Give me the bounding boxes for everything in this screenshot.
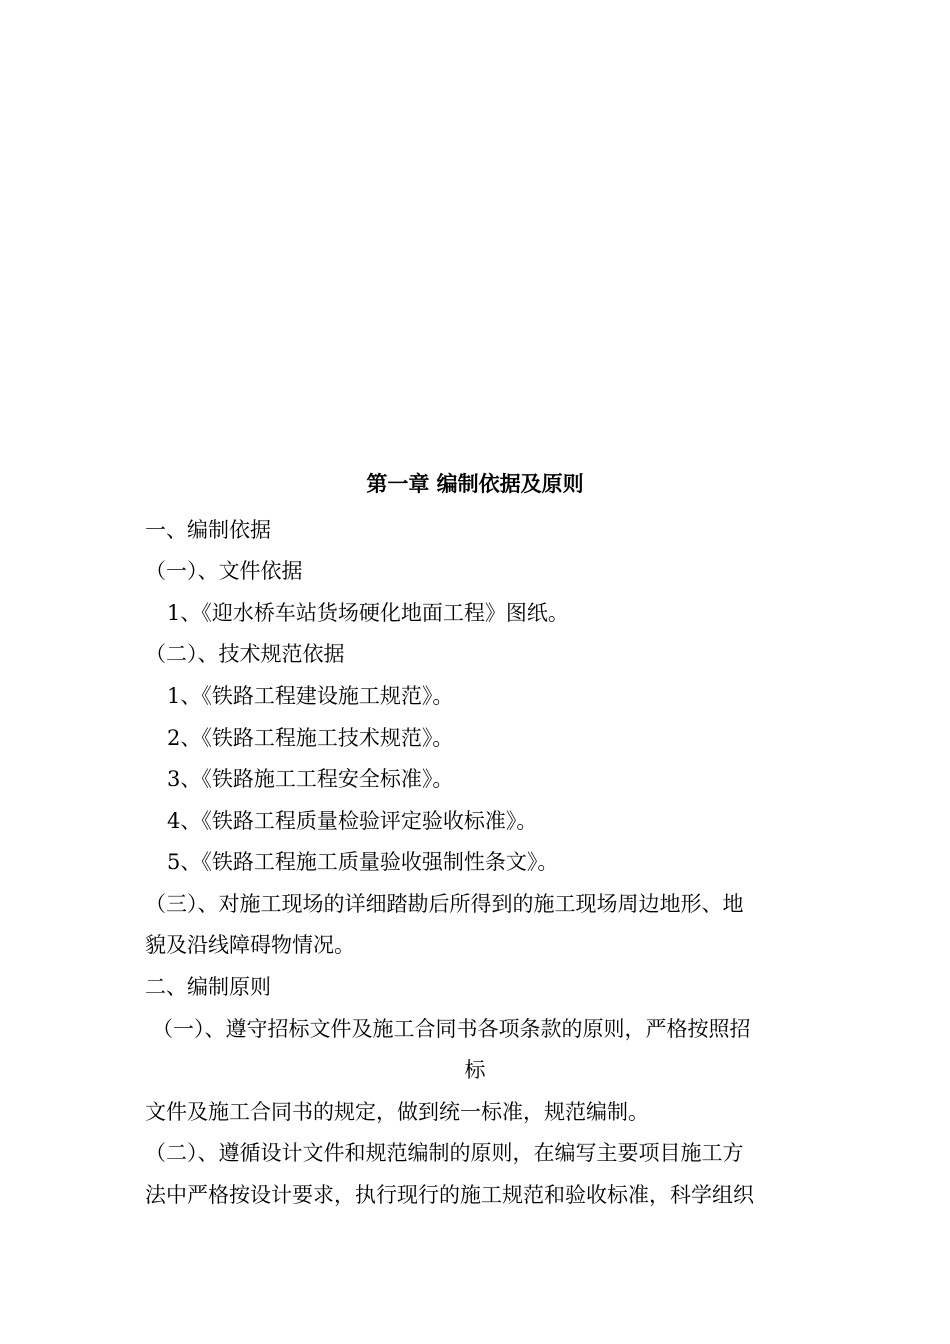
list-item: 1、《迎水桥车站货场硬化地面工程》图纸。 [167, 601, 569, 625]
list-item: 5、《铁路工程施工质量验收强制性条文》。 [167, 850, 559, 874]
section-heading: 一、编制依据 [145, 518, 271, 542]
subsection-heading: （一）、文件依据 [145, 559, 303, 583]
list-item: 2、《铁路工程施工技术规范》。 [167, 726, 454, 750]
paragraph-line: 文件及施工合同书的规定，做到统一标准，规范编制。 [145, 1100, 649, 1124]
paragraph-line: （二）、遵循设计文件和规范编制的原则，在编写主要项目施工方 [145, 1141, 744, 1165]
subsection-heading: （二）、技术规范依据 [145, 642, 345, 666]
section-heading: 二、编制原则 [145, 975, 271, 999]
paragraph-line: 标 [464, 1058, 486, 1082]
list-item: 4、《铁路工程质量检验评定验收标准》。 [167, 809, 538, 833]
paragraph-line: （一）、遵守招标文件及施工合同书各项条款的原则，严格按照招 [152, 1017, 751, 1041]
list-item: 1、《铁路工程建设施工规范》。 [167, 684, 454, 708]
list-item: 3、《铁路施工工程安全标准》。 [167, 767, 454, 791]
chapter-title: 第一章 编制依据及原则 [366, 471, 584, 496]
paragraph-line: （三）、对施工现场的详细踏勘后所得到的施工现场周边地形、地 [145, 892, 744, 916]
paragraph-line: 貌及沿线障碍物情况。 [145, 933, 355, 957]
paragraph-line: 法中严格按设计要求，执行现行的施工规范和验收标准，科学组织 [145, 1183, 754, 1207]
